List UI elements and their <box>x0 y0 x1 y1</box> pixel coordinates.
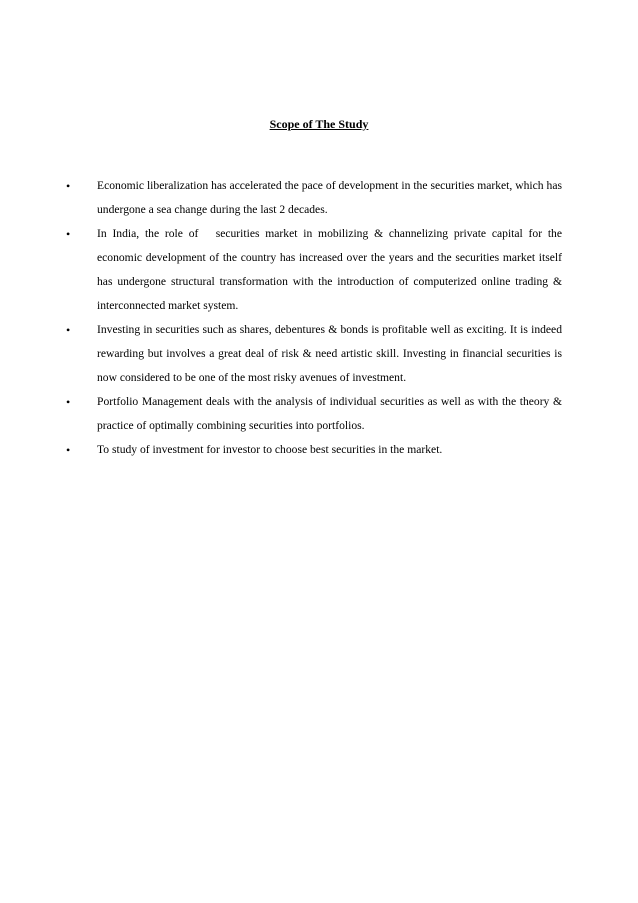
list-item-text: Economic liberalization has accelerated the pace of development in the securities market, which has undergone a sea change during the last 2 decades. <box>97 179 562 216</box>
page-title: Scope of The Study <box>269 117 369 131</box>
bullet-icon: • <box>66 443 71 457</box>
bullet-icon: • <box>66 227 71 241</box>
list-item <box>64 438 562 462</box>
list-item-text: Investing in securities such as shares, debentures & bonds is profitable well as exciting. It is indeed rewarding but involves a great deal of risk & need artistic skill. Investing in financial securities is now considered to be one of the most risky avenues of investment. <box>97 323 562 384</box>
list-item-text: In India, the role of securities market in mobilizing & channelizing private capital for the economic development of the country has increased over the years and the securities market itself has undergone structural transformation with the introduction of computerized online trading & interconnected market system. <box>97 227 565 312</box>
bullet-icon: • <box>66 395 71 409</box>
bullet-list <box>64 174 565 462</box>
list-item-text: To study of investment for investor to choose best securities in the market. <box>97 443 443 456</box>
list-item <box>64 222 565 318</box>
list-item <box>64 318 562 390</box>
list-item <box>64 174 562 222</box>
list-item <box>64 390 562 438</box>
list-item-text: Portfolio Management deals with the analysis of individual securities as well as with the theory & practice of optimally combining securities into portfolios. <box>97 395 562 432</box>
bullet-icon: • <box>66 179 71 193</box>
bullet-icon: • <box>66 323 71 337</box>
